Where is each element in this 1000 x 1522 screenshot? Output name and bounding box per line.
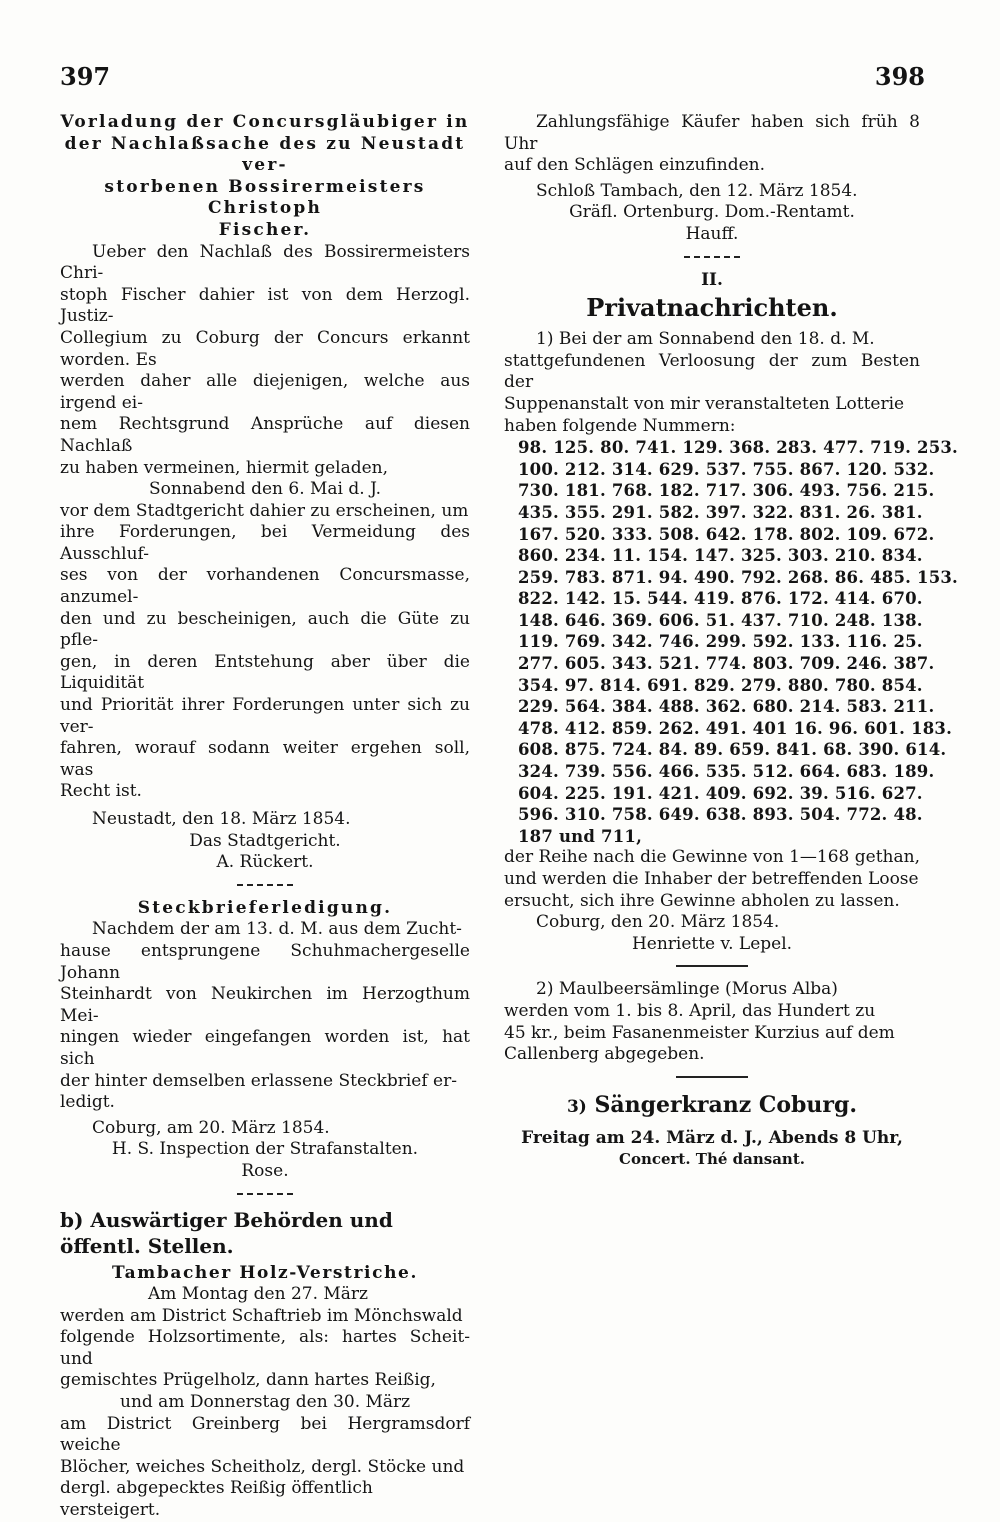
- page-number-left: 397: [60, 62, 111, 91]
- choir-title: [504, 1090, 920, 1122]
- body-line: hause entsprungene Schuhmachergeselle Johann: [60, 940, 470, 983]
- number-line: 860. 234. 11. 154. 147. 325. 303. 210. 834.: [518, 546, 923, 566]
- lottery-notice: [504, 329, 959, 955]
- page-number-right: 398: [874, 62, 925, 91]
- number-line: 822. 142. 15. 544. 419. 876. 172. 414. 670.: [518, 589, 923, 609]
- body-line: haben folgende Nummern:: [504, 415, 736, 436]
- number-line: 435. 355. 291. 582. 397. 322. 831. 26. 381.: [518, 502, 923, 522]
- notice-title-line: storbenen Bossirermeisters Christoph: [104, 176, 426, 219]
- number-line: 277. 605. 343. 521. 774. 803. 709. 246. 387.: [518, 654, 935, 674]
- choir-notice: [504, 1090, 920, 1171]
- winning-numbers: [504, 437, 959, 847]
- notice-title: Tambacher Holz-Verstriche.: [112, 1262, 418, 1283]
- number-line: 730. 181. 768. 182. 717. 306. 493. 756. 215.: [518, 481, 935, 501]
- number-line: 608. 875. 724. 84. 89. 659. 841. 68. 390. 614.: [518, 740, 947, 760]
- body-line: dergl. abgepecktes Reißig öffentlich versteigert.: [60, 1478, 373, 1521]
- notice-title-line: der Nachlaßsache des zu Neustadt ver-: [64, 133, 466, 176]
- number-line: 354. 97. 814. 691. 829. 279. 880. 780. 854.: [518, 675, 923, 695]
- signer: Rose.: [241, 1160, 289, 1181]
- number-line: 229. 564. 384. 488. 362. 680. 214. 583. 211.: [518, 697, 935, 717]
- number-line: 187 und 711,: [518, 826, 643, 846]
- body-line: ses von der vorhandenen Concursmasse, anzumel-: [60, 565, 470, 608]
- body-line: Am Montag den 27. März: [148, 1284, 369, 1305]
- body-line: Callenberg abgegeben.: [504, 1044, 705, 1065]
- event-line: Concert. Thé dansant.: [619, 1150, 805, 1169]
- body-line: werden vom 1. bis 8. April, das Hundert zu: [504, 1000, 876, 1021]
- notice-wood-auction-continued: [504, 112, 920, 246]
- body-line: Suppenanstalt von mir veranstalteten Lotterie: [504, 393, 905, 414]
- notice-title-line: Fischer.: [218, 219, 312, 240]
- place-date: Coburg, den 20. März 1854.: [536, 912, 780, 933]
- number-line: 98. 125. 80. 741. 129. 368. 283. 477. 719. 253.: [518, 438, 959, 458]
- body-line: auf den Schlägen einzufinden.: [504, 155, 765, 176]
- body-line: Nachdem der am 13. d. M. aus dem Zucht-: [92, 919, 462, 940]
- body-line: Zahlungsfähige Käufer haben sich früh 8 Uhr: [504, 112, 920, 154]
- body-line: der Reihe nach die Gewinne von 1—168 gethan,: [504, 847, 920, 868]
- notice-warrant-cancelled: [60, 898, 470, 1183]
- mulberry-notice: [504, 979, 920, 1065]
- number-line: 324. 739. 556. 466. 535. 512. 664. 683. 189.: [518, 762, 935, 782]
- body-line: 45 kr., beim Fasanenmeister Kurzius auf dem: [504, 1022, 895, 1043]
- number-line: 167. 520. 333. 508. 642. 178. 802. 109. 672.: [518, 524, 935, 544]
- notice-title: Steckbrieferledigung.: [137, 897, 393, 918]
- body-line: und Priorität ihrer Forderungen unter sich zu ver-: [60, 695, 470, 737]
- notice-title-line: Vorladung der Concursgläubiger in: [60, 112, 470, 132]
- body-line: 2) Maulbeersämlinge (Morus Alba): [536, 979, 838, 1000]
- right-column: [504, 112, 959, 1171]
- body-line: stoph Fischer dahier ist von dem Herzogl. Justiz-: [60, 284, 470, 327]
- body-line: Recht ist.: [60, 781, 142, 802]
- number-line: 259. 783. 871. 94. 490. 792. 268. 86. 485. 153.: [518, 567, 959, 587]
- body-line: ledigt.: [60, 1092, 115, 1113]
- body-line: ersucht, sich ihre Gewinne abholen zu lassen.: [504, 890, 900, 911]
- number-line: 604. 225. 191. 421. 409. 692. 39. 516. 627.: [518, 783, 923, 803]
- authority: Gräfl. Ortenburg. Dom.-Rentamt.: [569, 202, 855, 223]
- body-line: gemischtes Prügelholz, dann hartes Reißig,: [60, 1370, 436, 1391]
- hearing-date: Sonnabend den 6. Mai d. J.: [149, 479, 381, 500]
- body-line: ihre Forderungen, bei Vermeidung des Ausschluf-: [60, 522, 470, 564]
- number-line: 148. 646. 369. 606. 51. 437. 710. 248. 138.: [518, 610, 923, 630]
- signer: Hauff.: [685, 223, 739, 244]
- left-column: [60, 112, 470, 1522]
- body-line: der hinter demselben erlassene Steckbrief er-: [60, 1070, 457, 1091]
- place-date: Schloß Tambach, den 12. März 1854.: [536, 180, 858, 201]
- body-line: und werden die Inhaber der betreffenden Loose: [504, 869, 919, 889]
- body-line: werden daher alle diejenigen, welche aus irgend ei-: [60, 371, 470, 413]
- signer: A. Rückert.: [216, 852, 314, 873]
- body-line: stattgefundenen Verloosung der zum Besten der: [504, 350, 920, 393]
- notice-creditors-summons: [60, 112, 470, 874]
- section-divider: [237, 884, 293, 886]
- signer: Henriette v. Lepel.: [631, 933, 793, 954]
- section-title: Privatnachrichten.: [586, 293, 838, 323]
- section-number: II.: [701, 269, 723, 290]
- number-line: 596. 310. 758. 649. 638. 893. 504. 772. 48.: [518, 805, 923, 825]
- number-line: 478. 412. 859. 262. 491. 401 16. 96. 601. 183.: [518, 718, 953, 738]
- body-line: zu haben vermeinen, hiermit geladen,: [60, 457, 389, 478]
- body-line: 1) Bei der am Sonnabend den 18. d. M.: [536, 329, 875, 350]
- section-divider: [237, 1193, 293, 1195]
- body-line: Steinhardt von Neukirchen im Herzogthum Mei-: [60, 984, 470, 1026]
- body-line: gen, in deren Entstehung aber über die Liquidität: [60, 651, 470, 694]
- body-line: vor dem Stadtgericht dahier zu erscheinen, um: [60, 500, 469, 521]
- section-divider: [676, 1076, 748, 1078]
- place-date: Neustadt, den 18. März 1854.: [92, 809, 351, 829]
- body-line: fahren, worauf sodann weiter ergehen soll, was: [60, 738, 470, 780]
- event-line: Freitag am 24. März d. J., Abends 8 Uhr,: [521, 1127, 903, 1148]
- number-line: 119. 769. 342. 746. 299. 592. 133. 116. 25.: [518, 632, 923, 652]
- body-line: und am Donnerstag den 30. März: [120, 1392, 411, 1413]
- section-divider: [684, 256, 740, 258]
- body-line: Ueber den Nachlaß des Bossirermeisters Chri-: [60, 241, 470, 284]
- body-line: nem Rechtsgrund Ansprüche auf diesen Nachlaß: [60, 414, 470, 456]
- body-line: den und zu bescheinigen, auch die Güte zu pfle-: [60, 608, 470, 651]
- section-heading-b: b) Auswärtiger Behörden und öffentl. Stellen.: [60, 1207, 393, 1258]
- number-line: 100. 212. 314. 629. 537. 755. 867. 120. 532.: [518, 459, 935, 479]
- body-line: Blöcher, weiches Scheitholz, dergl. Stöcke und: [60, 1456, 465, 1477]
- item-number: 3): [566, 1096, 587, 1117]
- authority: Das Stadtgericht.: [189, 830, 341, 851]
- body-line: Collegium zu Coburg der Concurs erkannt worden. Es: [60, 327, 470, 370]
- place-date: Coburg, am 20. März 1854.: [92, 1117, 330, 1138]
- body-line: werden am District Schaftrieb im Mönchswald: [60, 1305, 463, 1326]
- body-line: am District Greinberg bei Hergramsdorf weiche: [60, 1413, 470, 1456]
- notice-wood-auction: [60, 1263, 470, 1522]
- body-line: ningen wieder eingefangen worden ist, hat sich: [60, 1027, 470, 1069]
- authority: H. S. Inspection der Strafanstalten.: [111, 1139, 419, 1160]
- choir-title-text: Sängerkranz Coburg.: [594, 1091, 858, 1118]
- section-divider: [676, 965, 748, 967]
- body-line: folgende Holzsortimente, als: hartes Scheit- und: [60, 1327, 470, 1369]
